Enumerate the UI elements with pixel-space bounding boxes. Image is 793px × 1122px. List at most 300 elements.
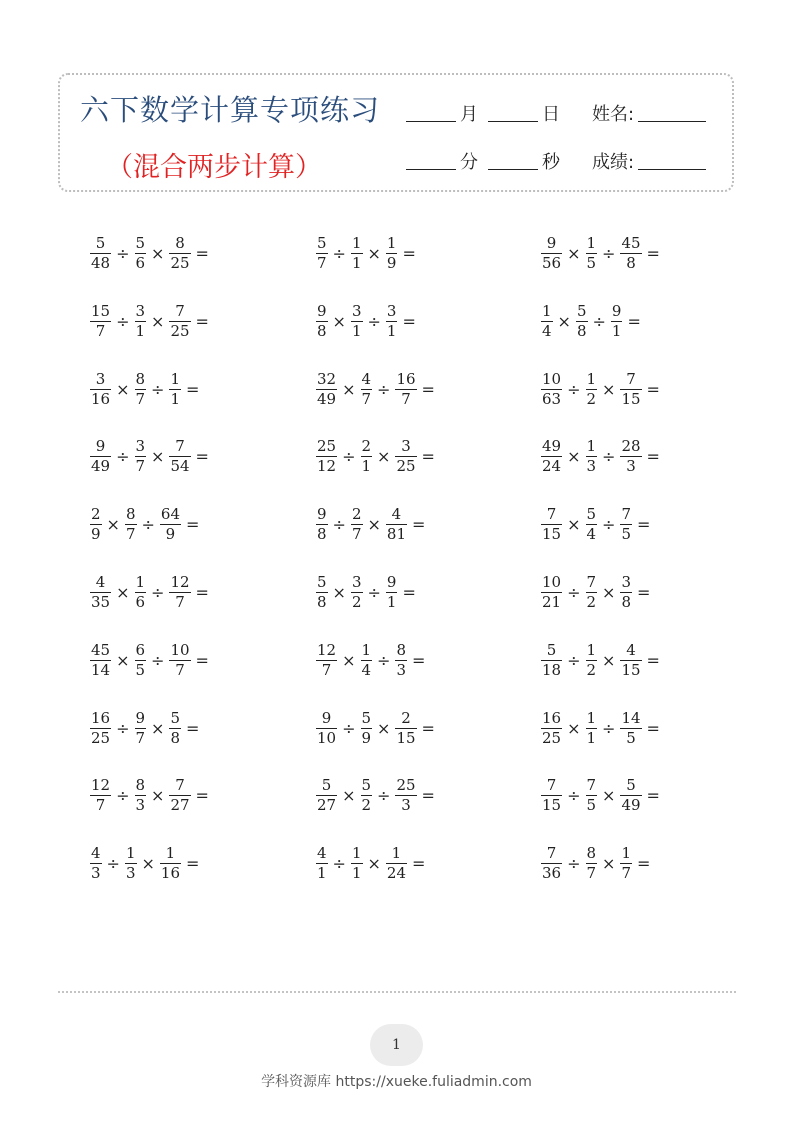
problem-item bbox=[88, 573, 212, 612]
fraction bbox=[541, 776, 562, 815]
numerator: 10 bbox=[170, 640, 190, 659]
fraction bbox=[586, 437, 598, 476]
operator: ÷ bbox=[367, 311, 381, 331]
denominator: 16 bbox=[91, 389, 111, 408]
denominator: 2 bbox=[586, 389, 597, 408]
numerator: 28 bbox=[621, 437, 641, 456]
equals-sign: = bbox=[646, 718, 660, 738]
denominator: 3 bbox=[125, 864, 136, 883]
problem-item bbox=[539, 776, 663, 815]
numerator: 9 bbox=[611, 301, 622, 320]
fraction bbox=[351, 234, 363, 273]
equals-sign: = bbox=[646, 786, 660, 806]
denominator: 15 bbox=[621, 660, 641, 679]
fraction bbox=[395, 370, 416, 409]
fraction bbox=[541, 302, 553, 341]
problem-item bbox=[88, 437, 212, 476]
numerator: 4 bbox=[91, 844, 101, 863]
numerator: 14 bbox=[621, 708, 641, 727]
numerator: 9 bbox=[95, 437, 106, 456]
operator: ÷ bbox=[151, 650, 165, 670]
second-label: 秒 bbox=[542, 152, 560, 173]
denominator: 27 bbox=[170, 796, 190, 815]
numerator: 3 bbox=[386, 301, 397, 320]
fraction bbox=[541, 844, 562, 883]
numerator: 3 bbox=[135, 301, 146, 320]
operator: ÷ bbox=[567, 786, 581, 806]
problem-item bbox=[314, 844, 428, 883]
denominator: 15 bbox=[542, 796, 562, 815]
month-blank[interactable] bbox=[406, 120, 456, 122]
denominator: 7 bbox=[95, 321, 106, 340]
equals-sign: = bbox=[421, 718, 435, 738]
operator: × bbox=[602, 786, 616, 806]
operator: ÷ bbox=[367, 583, 381, 602]
equals-sign: = bbox=[646, 244, 660, 263]
score-blank[interactable] bbox=[638, 168, 706, 170]
operator: ÷ bbox=[592, 311, 606, 331]
operator: × bbox=[151, 718, 165, 738]
fraction bbox=[316, 573, 328, 612]
fraction bbox=[541, 505, 562, 544]
operator: ÷ bbox=[141, 515, 155, 535]
denominator: 9 bbox=[361, 728, 372, 747]
fraction bbox=[135, 776, 147, 815]
numerator: 1 bbox=[125, 844, 136, 863]
fraction bbox=[316, 437, 337, 476]
operator: ÷ bbox=[332, 244, 346, 263]
equals-sign: = bbox=[646, 379, 660, 399]
denominator: 49 bbox=[317, 389, 337, 408]
fraction bbox=[90, 437, 111, 476]
fraction bbox=[169, 437, 190, 476]
operator: × bbox=[151, 786, 165, 806]
fraction bbox=[586, 573, 598, 612]
denominator: 14 bbox=[91, 660, 111, 679]
fraction bbox=[169, 573, 190, 612]
fraction bbox=[620, 641, 641, 680]
numerator: 9 bbox=[546, 234, 557, 252]
problem-item bbox=[314, 505, 428, 544]
equals-sign: = bbox=[637, 583, 651, 602]
operator: ÷ bbox=[151, 583, 165, 602]
minute-field[interactable] bbox=[406, 148, 478, 174]
operator: × bbox=[116, 650, 130, 670]
numerator: 3 bbox=[95, 369, 106, 388]
numerator: 5 bbox=[170, 708, 180, 727]
numerator: 7 bbox=[586, 573, 597, 591]
numerator: 8 bbox=[396, 640, 406, 659]
numerator: 3 bbox=[351, 301, 362, 320]
denominator: 2 bbox=[351, 593, 362, 611]
fraction bbox=[586, 370, 598, 409]
fraction bbox=[620, 505, 632, 544]
fraction bbox=[541, 641, 562, 680]
numerator: 5 bbox=[317, 234, 327, 252]
denominator: 15 bbox=[542, 525, 562, 544]
fraction bbox=[586, 844, 598, 883]
problem-item bbox=[314, 234, 419, 273]
equals-sign: = bbox=[412, 854, 426, 874]
operator: × bbox=[116, 583, 130, 602]
numerator: 5 bbox=[626, 776, 636, 795]
numerator: 1 bbox=[586, 369, 597, 388]
numerator: 7 bbox=[546, 844, 557, 863]
denominator: 7 bbox=[361, 389, 372, 408]
numerator: 1 bbox=[586, 708, 597, 727]
equals-sign: = bbox=[195, 447, 209, 467]
numerator: 3 bbox=[401, 437, 411, 456]
numerator: 1 bbox=[586, 234, 597, 252]
fraction bbox=[125, 505, 137, 544]
denominator: 16 bbox=[160, 864, 180, 883]
numerator: 1 bbox=[586, 437, 597, 456]
operator: × bbox=[377, 447, 391, 467]
numerator: 3 bbox=[135, 437, 146, 456]
fraction bbox=[576, 302, 588, 341]
denominator: 56 bbox=[542, 254, 562, 272]
denominator: 9 bbox=[386, 254, 397, 272]
operator: ÷ bbox=[151, 379, 165, 399]
numerator: 12 bbox=[91, 776, 111, 795]
numerator: 8 bbox=[125, 505, 136, 524]
fraction bbox=[620, 844, 632, 883]
operator: × bbox=[151, 447, 165, 467]
fraction bbox=[386, 844, 407, 883]
fraction bbox=[386, 234, 398, 273]
numerator: 12 bbox=[317, 640, 337, 659]
equals-sign: = bbox=[402, 583, 416, 602]
numerator: 1 bbox=[165, 844, 176, 863]
operator: ÷ bbox=[377, 379, 391, 399]
numerator: 49 bbox=[542, 437, 562, 456]
denominator: 3 bbox=[396, 660, 406, 679]
denominator: 1 bbox=[135, 321, 146, 340]
operator: × bbox=[377, 718, 391, 738]
denominator: 10 bbox=[317, 728, 337, 747]
denominator: 5 bbox=[586, 796, 597, 815]
fraction bbox=[541, 234, 562, 273]
equals-sign: = bbox=[195, 311, 209, 331]
problem-item bbox=[314, 641, 428, 680]
operator: × bbox=[367, 515, 381, 535]
fraction bbox=[351, 573, 363, 612]
numerator: 45 bbox=[621, 234, 641, 252]
fraction bbox=[395, 776, 416, 815]
operator: ÷ bbox=[342, 447, 356, 467]
denominator: 1 bbox=[351, 321, 362, 340]
operator: × bbox=[342, 786, 356, 806]
fraction bbox=[135, 437, 147, 476]
operator: ÷ bbox=[567, 854, 581, 874]
equals-sign: = bbox=[627, 311, 641, 331]
denominator: 48 bbox=[91, 254, 111, 272]
numerator: 2 bbox=[91, 505, 101, 524]
fraction bbox=[361, 776, 373, 815]
fraction bbox=[620, 234, 641, 273]
fraction bbox=[90, 302, 111, 341]
operator: × bbox=[367, 854, 381, 874]
fraction bbox=[316, 641, 337, 680]
numerator: 2 bbox=[401, 708, 411, 727]
numerator: 10 bbox=[542, 369, 562, 388]
fraction bbox=[135, 709, 147, 748]
denominator: 7 bbox=[135, 457, 146, 476]
fraction bbox=[169, 641, 190, 680]
operator: ÷ bbox=[377, 650, 391, 670]
fraction bbox=[169, 302, 190, 341]
fraction bbox=[90, 776, 111, 815]
denominator: 36 bbox=[542, 864, 562, 883]
name-field[interactable] bbox=[592, 100, 710, 126]
equals-sign: = bbox=[402, 311, 416, 331]
numerator: 4 bbox=[317, 844, 327, 863]
problem-item bbox=[314, 573, 419, 612]
denominator: 7 bbox=[135, 728, 146, 747]
denominator: 5 bbox=[626, 728, 636, 747]
operator: × bbox=[332, 583, 346, 602]
denominator: 18 bbox=[542, 660, 562, 679]
problem-item bbox=[88, 370, 202, 409]
equals-sign: = bbox=[421, 379, 435, 399]
numerator: 7 bbox=[626, 369, 636, 388]
equals-sign: = bbox=[412, 650, 426, 670]
denominator: 7 bbox=[351, 525, 362, 544]
operator: ÷ bbox=[116, 447, 130, 467]
numerator: 1 bbox=[586, 640, 597, 659]
operator: × bbox=[342, 650, 356, 670]
denominator: 1 bbox=[170, 389, 180, 408]
numerator: 25 bbox=[317, 437, 337, 456]
problem-item bbox=[88, 844, 202, 883]
denominator: 4 bbox=[586, 525, 597, 544]
numerator: 1 bbox=[170, 369, 180, 388]
fraction bbox=[125, 844, 137, 883]
problem-item bbox=[539, 234, 663, 273]
operator: × bbox=[602, 583, 616, 602]
operator: × bbox=[567, 515, 581, 535]
denominator: 5 bbox=[135, 660, 146, 679]
fraction bbox=[386, 573, 398, 612]
operator: × bbox=[602, 854, 616, 874]
operator: ÷ bbox=[567, 583, 581, 602]
operator: × bbox=[567, 244, 581, 263]
denominator: 21 bbox=[542, 593, 562, 611]
fraction bbox=[160, 844, 181, 883]
denominator: 2 bbox=[361, 796, 372, 815]
numerator: 4 bbox=[391, 505, 402, 524]
fraction bbox=[316, 234, 328, 273]
name-blank[interactable] bbox=[638, 120, 706, 122]
numerator: 7 bbox=[621, 505, 631, 524]
denominator: 15 bbox=[396, 728, 416, 747]
numerator: 7 bbox=[175, 437, 185, 456]
second-field[interactable] bbox=[488, 148, 560, 174]
operator: ÷ bbox=[602, 447, 616, 467]
operator: ÷ bbox=[116, 718, 130, 738]
numerator: 4 bbox=[626, 640, 636, 659]
fraction bbox=[160, 505, 181, 544]
fraction bbox=[90, 505, 102, 544]
score-label: 成绩: bbox=[592, 152, 635, 173]
numerator: 45 bbox=[91, 640, 111, 659]
numerator: 5 bbox=[317, 573, 327, 591]
operator: ÷ bbox=[377, 786, 391, 806]
numerator: 5 bbox=[321, 776, 332, 795]
numerator: 7 bbox=[546, 505, 557, 524]
denominator: 81 bbox=[386, 525, 406, 544]
denominator: 7 bbox=[321, 660, 332, 679]
denominator: 7 bbox=[317, 254, 327, 272]
denominator: 25 bbox=[170, 321, 190, 340]
denominator: 25 bbox=[170, 254, 190, 272]
footer-source: 学科资源库 https://xueke.fuliadmin.com bbox=[261, 1074, 532, 1090]
operator: × bbox=[116, 379, 130, 399]
fraction bbox=[169, 370, 181, 409]
second-blank[interactable] bbox=[488, 168, 538, 170]
numerator: 1 bbox=[542, 301, 552, 320]
numerator: 9 bbox=[317, 505, 327, 524]
equals-sign: = bbox=[186, 718, 200, 738]
fraction bbox=[361, 437, 373, 476]
numerator: 5 bbox=[361, 776, 372, 795]
denominator: 25 bbox=[396, 457, 416, 476]
fraction bbox=[135, 302, 147, 341]
equals-sign: = bbox=[421, 786, 435, 806]
numerator: 7 bbox=[546, 776, 557, 795]
day-label: 日 bbox=[542, 104, 560, 125]
fraction bbox=[620, 776, 641, 815]
numerator: 32 bbox=[317, 369, 337, 388]
fraction bbox=[586, 505, 598, 544]
month-field[interactable] bbox=[406, 100, 478, 126]
problem-item bbox=[88, 234, 212, 273]
fraction bbox=[316, 709, 337, 748]
denominator: 1 bbox=[351, 254, 362, 272]
numerator: 25 bbox=[396, 776, 416, 795]
denominator: 8 bbox=[626, 254, 636, 272]
problem-item bbox=[539, 709, 663, 748]
operator: ÷ bbox=[567, 650, 581, 670]
numerator: 8 bbox=[586, 844, 597, 863]
fraction bbox=[620, 709, 641, 748]
fraction bbox=[541, 709, 562, 748]
score-field[interactable] bbox=[592, 148, 710, 174]
denominator: 7 bbox=[175, 660, 185, 679]
denominator: 8 bbox=[170, 728, 180, 747]
numerator: 64 bbox=[160, 505, 180, 524]
equals-sign: = bbox=[186, 854, 200, 874]
fraction bbox=[586, 709, 598, 748]
numerator: 5 bbox=[361, 708, 372, 727]
fraction bbox=[351, 505, 363, 544]
operator: × bbox=[141, 854, 155, 874]
denominator: 8 bbox=[621, 593, 631, 611]
fraction bbox=[586, 776, 598, 815]
denominator: 63 bbox=[542, 389, 562, 408]
numerator: 9 bbox=[317, 301, 327, 320]
day-blank[interactable] bbox=[488, 120, 538, 122]
denominator: 24 bbox=[542, 457, 562, 476]
fraction bbox=[90, 709, 111, 748]
fraction bbox=[351, 302, 363, 341]
denominator: 3 bbox=[91, 864, 101, 883]
equals-sign: = bbox=[195, 650, 209, 670]
fraction bbox=[611, 302, 623, 341]
numerator: 7 bbox=[175, 776, 185, 795]
denominator: 1 bbox=[386, 321, 397, 340]
denominator: 6 bbox=[135, 593, 146, 611]
equals-sign: = bbox=[421, 447, 435, 467]
denominator: 3 bbox=[401, 796, 411, 815]
minute-blank[interactable] bbox=[406, 168, 456, 170]
equals-sign: = bbox=[195, 786, 209, 806]
operator: × bbox=[151, 244, 165, 263]
fraction bbox=[586, 641, 598, 680]
problem-item bbox=[314, 437, 438, 476]
operator: ÷ bbox=[602, 718, 616, 738]
fraction bbox=[169, 234, 190, 273]
problem-item bbox=[539, 302, 644, 341]
numerator: 1 bbox=[135, 573, 146, 591]
numerator: 4 bbox=[361, 369, 372, 388]
numerator: 7 bbox=[586, 776, 597, 795]
fraction bbox=[541, 370, 562, 409]
numerator: 3 bbox=[351, 573, 362, 591]
numerator: 5 bbox=[576, 301, 587, 320]
equals-sign: = bbox=[637, 515, 651, 535]
operator: × bbox=[557, 311, 571, 331]
numerator: 5 bbox=[586, 505, 597, 524]
problem-item bbox=[88, 641, 212, 680]
fraction bbox=[620, 370, 641, 409]
fraction bbox=[351, 844, 363, 883]
fraction bbox=[90, 844, 102, 883]
numerator: 8 bbox=[175, 234, 185, 252]
denominator: 3 bbox=[135, 796, 146, 815]
month-label: 月 bbox=[460, 104, 478, 125]
fraction bbox=[386, 302, 398, 341]
denominator: 15 bbox=[621, 389, 641, 408]
operator: ÷ bbox=[116, 786, 130, 806]
numerator: 1 bbox=[361, 640, 372, 659]
denominator: 7 bbox=[175, 593, 185, 611]
numerator: 4 bbox=[95, 573, 106, 591]
day-field[interactable] bbox=[488, 100, 560, 126]
numerator: 9 bbox=[321, 708, 332, 727]
fraction bbox=[620, 573, 632, 612]
problem-item bbox=[88, 302, 212, 341]
denominator: 3 bbox=[586, 457, 597, 476]
equals-sign: = bbox=[195, 583, 209, 602]
fraction bbox=[316, 302, 328, 341]
numerator: 7 bbox=[175, 301, 185, 320]
numerator: 6 bbox=[135, 640, 146, 659]
problem-item bbox=[539, 505, 653, 544]
denominator: 1 bbox=[351, 864, 362, 883]
denominator: 1 bbox=[317, 864, 327, 883]
numerator: 5 bbox=[546, 640, 557, 659]
numerator: 8 bbox=[135, 776, 146, 795]
operator: × bbox=[567, 718, 581, 738]
fraction bbox=[135, 573, 147, 612]
fraction bbox=[90, 641, 111, 680]
numerator: 5 bbox=[135, 234, 146, 252]
problem-item bbox=[314, 709, 438, 748]
fraction bbox=[90, 573, 111, 612]
problem-item bbox=[88, 776, 212, 815]
numerator: 16 bbox=[542, 708, 562, 727]
